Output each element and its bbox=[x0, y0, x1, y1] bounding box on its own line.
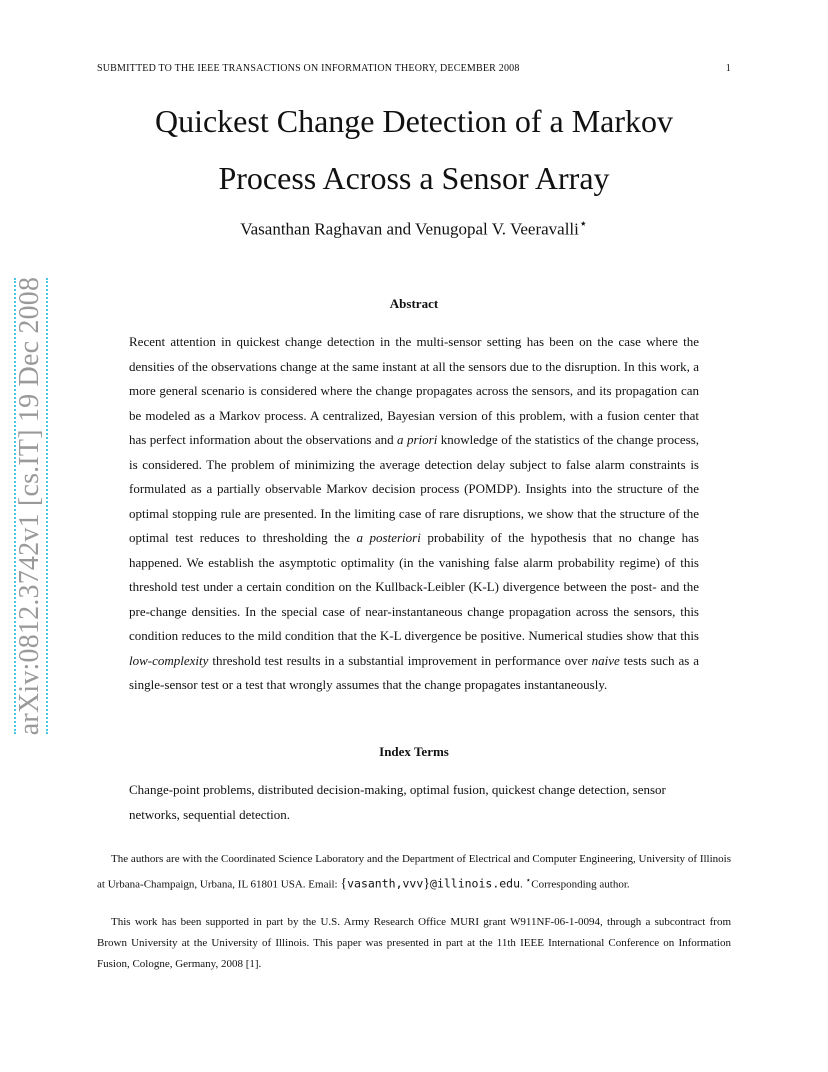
running-title: SUBMITTED TO THE IEEE TRANSACTIONS ON INFORMATION THEORY, DECEMBER 2008 bbox=[97, 63, 520, 74]
abstract-heading: Abstract bbox=[389, 296, 439, 311]
footnote-email-users: vasanth,vvv bbox=[347, 876, 424, 891]
author-names: Vasanthan Raghavan and Venugopal V. Veeravalli bbox=[240, 219, 579, 239]
running-header bbox=[97, 63, 731, 74]
footnote-brace: { bbox=[340, 876, 348, 892]
corresponding-author-mark: ⋆ bbox=[578, 216, 588, 232]
funding-footnote: This work has been supported in part by the U.S. Army Research Office MURI grant W911NF-06-1-0094, through a subcontract from Brown University at the University of Illinois. This paper was presented in part at the 11th IEEE International Conference on Information Fusion, Cologne, Germany, 2008 [1]. bbox=[97, 916, 731, 970]
title-line-2: Process Across a Sensor Array bbox=[218, 160, 610, 196]
abstract-emphasis: a priori bbox=[397, 432, 438, 447]
author-affiliation-footnote bbox=[97, 849, 731, 896]
abstract-emphasis: low-complexity bbox=[129, 652, 209, 668]
paper-title bbox=[60, 93, 768, 207]
arxiv-stamp bbox=[10, 278, 50, 734]
abstract-text-part: Recent attention in quickest change detection in the multi-sensor setting has been on the case where the densities of the observations change at the same instant at all the sensors due to the disruption. In this work, a more general scenario is considered where the change propagates across the sensors, and its propagation can be modeled as a Markov process. A centralized, Bayesian version of this problem, with a fusion center that has perfect information about the observations and bbox=[129, 334, 699, 447]
footnote-email-domain: @illinois.edu bbox=[430, 876, 521, 891]
abstract-text-part: threshold test results in a substantial improvement in performance over bbox=[208, 652, 592, 668]
footnote-text: . bbox=[520, 878, 523, 891]
arxiv-stamp-text: arXiv:0812.3742v1 [cs.IT] 19 Dec 2008 bbox=[14, 276, 46, 736]
abstract-text-part: knowledge of the statistics of the change process, is considered. The problem of minimizing the average detection delay subject to false alarm constraints is formulated as a partially observable Markov decision process (POMDP). Insights into the structure of the optimal stopping rule are presented. In the limiting case of rare disruptions, we show that the structure of the optimal test reduces to thresholding the bbox=[129, 432, 700, 545]
corresponding-footnote-mark: ⋆ bbox=[525, 875, 532, 885]
abstract-text-part: probability of the hypothesis that no change has happened. We establish the asymptotic optimality (in the vanishing false alarm probability regime) of this threshold test under a certain condition on the Kullback-Leibler (K-L) divergence between the post- and the pre-change densities. In the special case of near-instantaneous change propagation across the sensors, this condition reduces to the mild condition that the K-L divergence be positive. Numerical studies show that this bbox=[129, 530, 699, 643]
abstract-emphasis: a posteriori bbox=[356, 530, 421, 545]
abstract-emphasis: naive bbox=[591, 652, 620, 668]
abstract-text bbox=[129, 330, 699, 698]
index-terms-text: Change-point problems, distributed decision-making, optimal fusion, quickest change detection, sensor networks, sequential detection. bbox=[129, 782, 666, 822]
authors bbox=[60, 216, 768, 240]
footnote-brace: } bbox=[423, 876, 431, 892]
index-terms-heading: Index Terms bbox=[379, 744, 449, 759]
footnote-text: Corresponding author. bbox=[531, 878, 630, 891]
page-number: 1 bbox=[725, 63, 731, 74]
abstract-text-part: tests such as a single-sensor test or a test that wrongly assumes that the change propagates instantaneously. bbox=[129, 652, 699, 692]
title-line-1: Quickest Change Detection of a Markov bbox=[154, 103, 674, 139]
footnote-text: The authors are with the Coordinated Science Laboratory and the Department of Electrical and Computer Engineering, University of Illinois at Urbana-Champaign, Urbana, IL 61801 USA. Email: bbox=[97, 853, 731, 891]
